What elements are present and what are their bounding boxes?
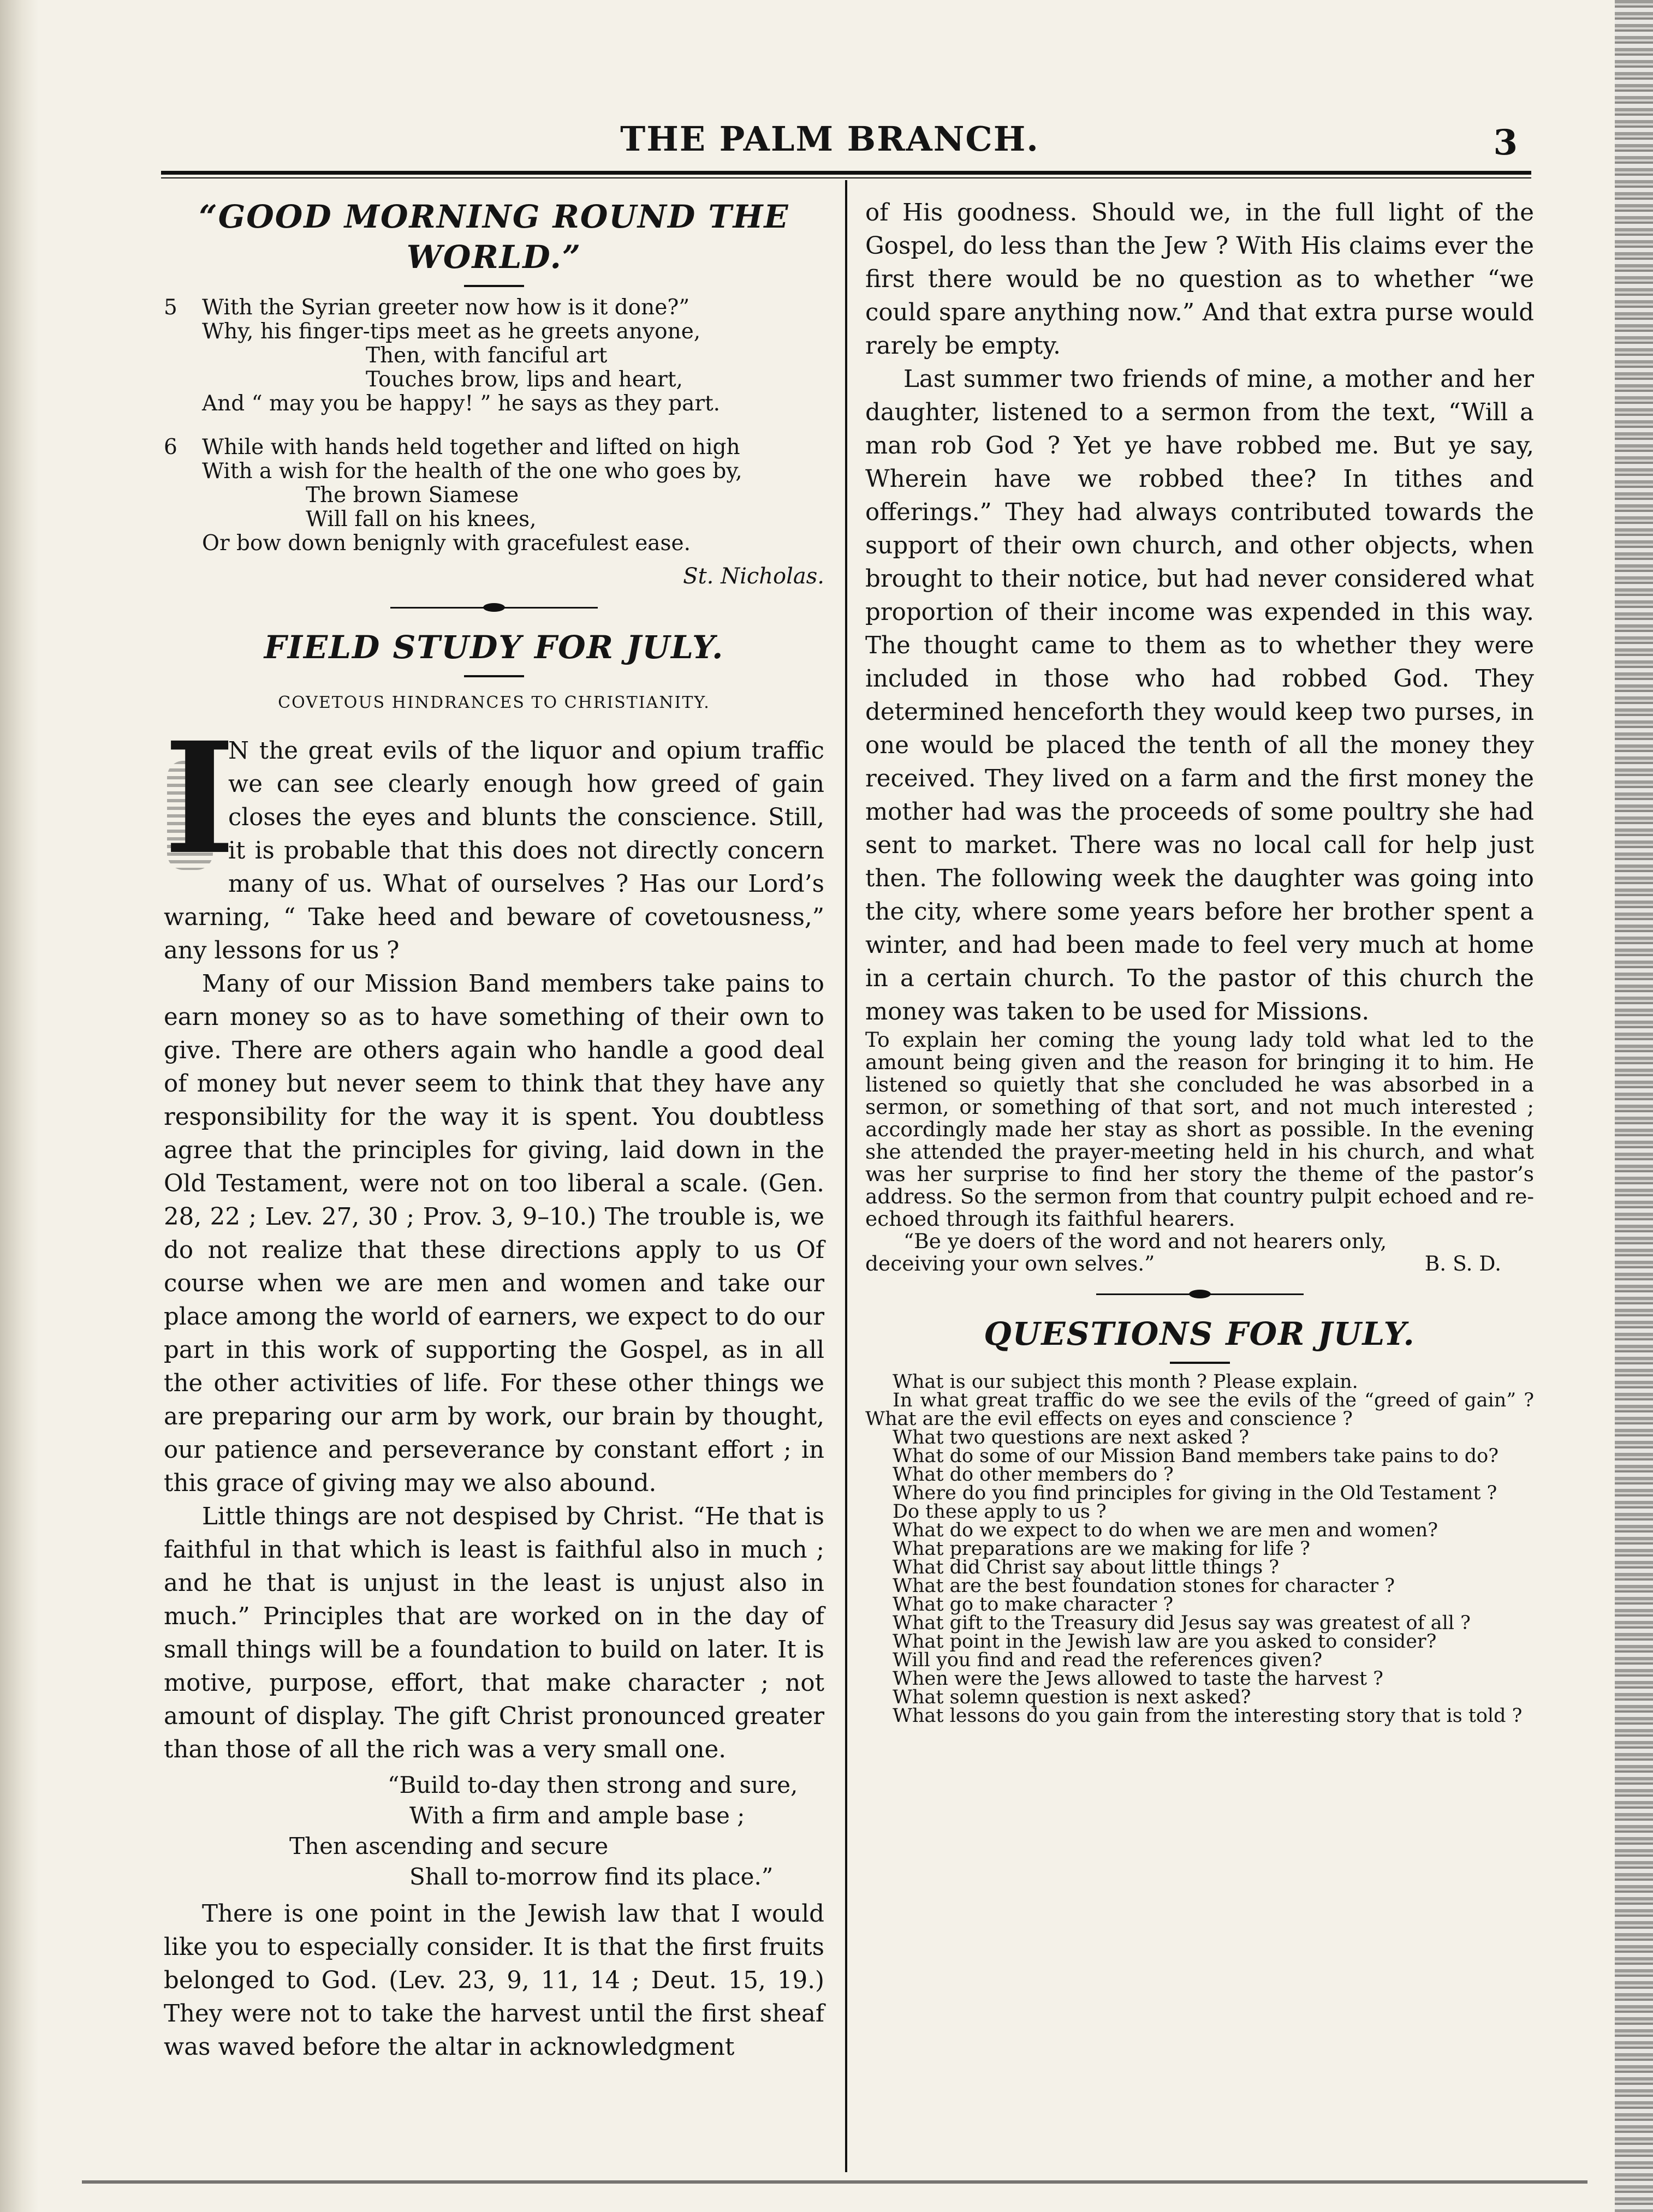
verse-line: Shall to-morrow find its place.” (409, 1863, 774, 1890)
drop-cap-letter: I (164, 709, 235, 889)
stanza-line: 5 With the Syrian greeter now how is it done?” (164, 295, 690, 320)
poem-source: St. Nicholas. (683, 564, 824, 589)
section-subtitle: COVETOUS HINDRANCES TO CHRISTIANITY. (278, 693, 710, 712)
stanza-line: Or bow down benignly with gracefulest ease. (202, 531, 691, 556)
stanza (164, 436, 824, 556)
author-signature: B. S. D. (1424, 1251, 1501, 1275)
poem (164, 296, 824, 588)
question-item: What lessons do you gain from the interesting story that is told ? (893, 1705, 1523, 1727)
bottom-rule (82, 2180, 1587, 2184)
opening-paragraph (164, 709, 824, 968)
paragraph: Little things are not despised by Christ. “He that is faithful in that which is least is faithful also in much ; and he that is unjust in the least is unjust also in much.” Principles that are worked on in the day of small things will be a foundation to build on later. It is motive, purpose, effort, that make character ; not amount of display. The gift Christ pronounced greater than those of all the rich was a very small one. (164, 1503, 824, 1763)
stanza-line: Then, with fanciful art (366, 343, 608, 368)
stanza-line: With a wish for the health of the one who goes by, (202, 459, 742, 484)
signature-line (865, 1253, 1534, 1275)
question-item: What two questions are next asked ? (893, 1427, 1250, 1448)
scan-edge-right (1615, 0, 1653, 2212)
stanza-line: 6 While with hands held together and lifted on high (164, 435, 740, 460)
paragraph: of His goodness. Should we, in the full light of the Gospel, do less than the Jew ? With His claims ever the first there would be no question as to whether “we could spare anything now.” And that extra purse would rarely be empty. (865, 199, 1534, 360)
questions-list (865, 1373, 1534, 1725)
left-column (164, 196, 824, 2064)
poem-title: “GOOD MORNING ROUND THE WORLD.” (199, 198, 789, 276)
column-divider (845, 180, 847, 2172)
question-item: What preparations are we making for life ? (893, 1538, 1310, 1560)
questions-title: QUESTIONS FOR JULY. (984, 1315, 1416, 1352)
stanza-line: Will fall on his knees, (306, 507, 537, 532)
question-item: What solemn question is next asked? (893, 1686, 1251, 1708)
question-item: Do these apply to us ? (893, 1501, 1107, 1523)
question-item: When were the Jews allowed to taste the harvest ? (893, 1668, 1383, 1690)
ornamental-rule (1096, 1293, 1304, 1295)
question-item: Will you find and read the references given? (893, 1649, 1323, 1671)
section-title: FIELD STUDY FOR JULY. (264, 629, 724, 666)
stanza-line: Why, his finger-tips meet as he greets anyone, (202, 319, 701, 344)
paragraph: Last summer two friends of mine, a mother and her daughter, listened to a sermon from the text, “Will a man rob God ? Yet ye have robbed me. But ye say, Wherein have we robbed thee? In tithes and offerings.” They had always contributed towards the support of their own church, and other objects, when brought to their notice, but had never considered what proportion of their income was expended in this way. The thought came to them as to whether they were included in those who had robbed God. They determined henceforth they would keep two purses, in one would be placed the tenth of all the money they received. They lived on a farm and the first money the mother had was the proceeds of some poultry she had sent to market. There was no local call for help just then. The following week the daughter was going into the city, where some years before her brother spent a winter, and had been made to feel very much at home in a certain church. To the pastor of this church the money was taken to be used for Missions. (865, 366, 1534, 1025)
title-rule (464, 285, 524, 287)
verse-line: Then ascending and secure (289, 1833, 609, 1859)
question-item: What do we expect to do when we are men and women? (893, 1519, 1438, 1541)
stanza (164, 296, 824, 416)
stanza-number: 5 (164, 295, 177, 320)
question-item: What are the best foundation stones for character ? (893, 1575, 1395, 1597)
stanza-line: The brown Siamese (306, 483, 519, 508)
question-item: What gift to the Treasury did Jesus say was greatest of all ? (893, 1612, 1471, 1634)
verse-line: “Build to-day then strong and sure, (388, 1772, 798, 1798)
ornamental-rule (390, 607, 598, 609)
question-item: In what great traffic do we see the evils of the “greed of gain” ? What are the evil effects on eyes and conscience ? (865, 1390, 1534, 1430)
closing-quote-end: deceiving your own selves.” (865, 1251, 1155, 1275)
page-number: 3 (1493, 122, 1518, 163)
stanza-number: 6 (164, 435, 177, 460)
drop-cap (164, 709, 235, 889)
paragraph: To explain her coming the young lady told what led to the amount being given and the reason for bringing it to him. He listened so quietly that she concluded he was absorbed in a sermon, or something of that sort, and not much interested ; accordingly made her stay as short as possible. In the evening she attended the prayer-meeting held in his church, and what was her surprise to find her story the theme of the pastor’s address. So the sermon from that country pulpit echoed and re-echoed through its faithful hearers. (865, 1028, 1534, 1231)
question-item: What do some of our Mission Band members take pains to do? (893, 1445, 1499, 1467)
header-rule-thin (161, 177, 1531, 178)
right-column (865, 196, 1534, 1725)
question-item: What did Christ say about little things ? (893, 1557, 1280, 1578)
closing-quote: “Be ye doers of the word and not hearers only, (903, 1229, 1387, 1253)
scan-edge-left (0, 0, 38, 2212)
paragraph: N the great evils of the liquor and opium traffic we can see clearly enough how greed of gain closes the eyes and blunts the conscience. Still, it is probable that this does not directly concern many of us. What of ourselves ? Has our Lord’s warning, “ Take heed and beware of covetousness,” any lessons for us ? (164, 737, 824, 964)
page-title: THE PALM BRANCH. (620, 119, 1039, 159)
title-rule (464, 675, 524, 677)
question-item: What do other members do ? (893, 1464, 1174, 1486)
title-rule (1170, 1362, 1230, 1364)
header-rule (161, 171, 1531, 175)
stanza-line: And “ may you be happy! ” he says as they part. (202, 391, 721, 416)
stanza-line: Touches brow, lips and heart, (366, 367, 683, 392)
question-item: Where do you find principles for giving in the Old Testament ? (893, 1482, 1497, 1504)
paragraph: There is one point in the Jewish law that I would like you to especially consider. It is that the first fruits belonged to God. (Lev. 23, 9, 11, 14 ; Deut. 15, 19.) They were not to take the harvest until the first sheaf was waved before the altar in acknowledgment (164, 1900, 824, 2061)
verse-quote (164, 1770, 824, 1892)
paragraph: Many of our Mission Band members take pains to earn money so as to have something of their own to give. There are others again who handle a good deal of money but never seem to think that they have any responsibility for the way it is spent. You doubtless agree that the principles for giving, laid down in the Old Testament, were not on too liberal a scale. (Gen. 28, 22 ; Lev. 27, 30 ; Prov. 3, 9–10.) The trouble is, we do not realize that these directions apply to us Of course when we are men and women and take our place among the world of earners, we expect to do our part in this work of supporting the Gospel, as in all the other activities of life. For these other things we are preparing our arm by work, our brain by thought, our patience and perseverance by constant effort ; in this grace of giving may we also abound. (164, 970, 824, 1497)
question-item: What is our subject this month ? Please explain. (893, 1371, 1358, 1393)
running-head (142, 119, 1518, 168)
verse-line: With a firm and ample base ; (409, 1802, 745, 1829)
question-item: What go to make character ? (893, 1594, 1174, 1615)
question-item: What point in the Jewish law are you asked to consider? (893, 1631, 1437, 1653)
